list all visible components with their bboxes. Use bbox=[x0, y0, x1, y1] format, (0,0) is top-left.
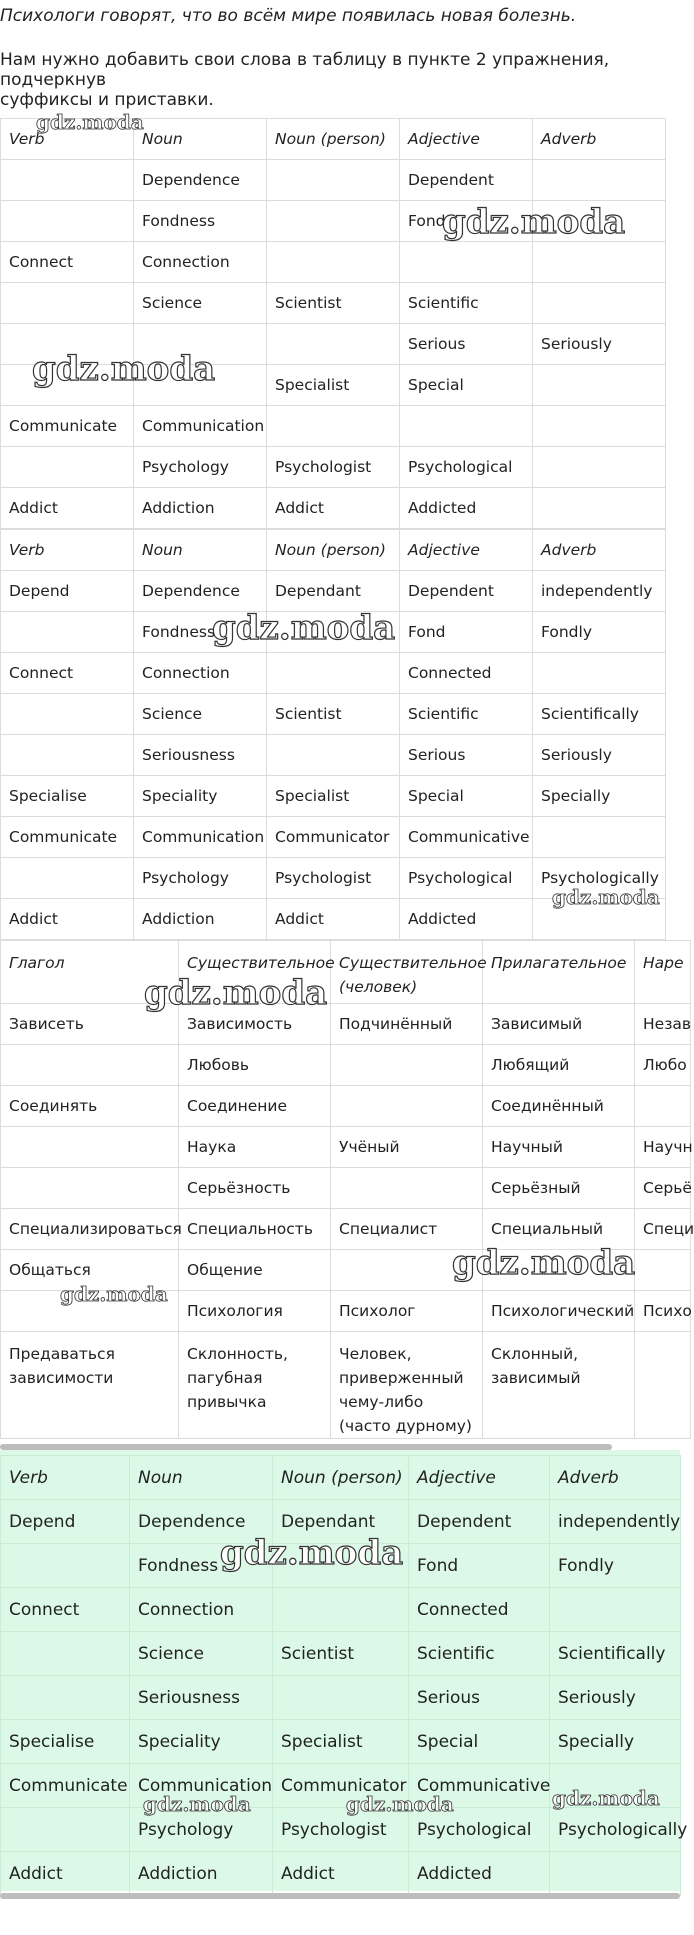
table-cell: Connected bbox=[409, 1588, 550, 1632]
table-cell: Communicative bbox=[400, 817, 533, 858]
column-header: Noun (person) bbox=[267, 530, 400, 571]
table-row bbox=[1, 1588, 681, 1632]
table-cell: Specially bbox=[550, 1720, 681, 1764]
table-cell: Соединять bbox=[1, 1086, 179, 1127]
table-cell: Addict bbox=[1, 488, 134, 529]
table-cell: Fondness bbox=[134, 201, 267, 242]
table-row bbox=[1, 201, 666, 242]
table-cell bbox=[331, 1250, 483, 1291]
table-cell: Speciality bbox=[130, 1720, 273, 1764]
header-row bbox=[1, 1456, 681, 1500]
table-cell: Science bbox=[130, 1632, 273, 1676]
table-cell: Общение bbox=[179, 1250, 331, 1291]
table-cell: Communication bbox=[134, 817, 267, 858]
watermark: gdz.moda bbox=[220, 1533, 404, 1573]
table-cell bbox=[1, 1168, 179, 1209]
table-cell: Connection bbox=[134, 242, 267, 283]
table-cell: Подчинённый bbox=[331, 1004, 483, 1045]
table-cell: Dependence bbox=[130, 1500, 273, 1544]
table-cell bbox=[533, 283, 666, 324]
column-header: Существительное bbox=[179, 941, 331, 1004]
table-cell: Dependant bbox=[267, 571, 400, 612]
column-header: Verb bbox=[1, 1456, 130, 1500]
table-cell bbox=[273, 1544, 409, 1588]
table-cell bbox=[1, 201, 134, 242]
table-cell: Специализироваться bbox=[1, 1209, 179, 1250]
column-header: Noun bbox=[134, 530, 267, 571]
intro-line-2: Нам нужно добавить свои слова в таблицу в пункте 2 упражнения, подчеркнув bbox=[0, 50, 610, 90]
table-cell: independently bbox=[533, 571, 666, 612]
table-cell: Учёный bbox=[331, 1127, 483, 1168]
table-cell: Fond bbox=[400, 201, 533, 242]
watermark: gdz.moda bbox=[36, 110, 144, 134]
watermark: gdz.moda bbox=[442, 202, 626, 242]
table-cell bbox=[1, 1676, 130, 1720]
table-cell: Science bbox=[134, 283, 267, 324]
column-header: Глагол bbox=[1, 941, 179, 1004]
table-cell: Specialist bbox=[267, 365, 400, 406]
table-cell: Serious bbox=[409, 1676, 550, 1720]
table-cell bbox=[273, 1676, 409, 1720]
column-header: Adverb bbox=[533, 530, 666, 571]
table-cell: Addiction bbox=[134, 899, 267, 940]
table-cell: Scientist bbox=[267, 283, 400, 324]
watermark: gdz.moda bbox=[144, 973, 328, 1013]
table-cell: Научный bbox=[483, 1127, 635, 1168]
translation-table bbox=[0, 940, 694, 1439]
table-cell: Scientifically bbox=[533, 694, 666, 735]
table-cell bbox=[533, 447, 666, 488]
table-cell: Communicate bbox=[1, 817, 134, 858]
table-cell bbox=[1, 447, 134, 488]
table-cell bbox=[1, 1632, 130, 1676]
table-row bbox=[1, 612, 666, 653]
table-row bbox=[1, 735, 666, 776]
table-cell bbox=[267, 201, 400, 242]
table-cell bbox=[533, 817, 666, 858]
watermark: gdz.moda bbox=[552, 885, 660, 909]
table-row bbox=[1, 899, 666, 940]
table-cell bbox=[400, 242, 533, 283]
table-cell: Психолог bbox=[331, 1291, 483, 1332]
table-cell bbox=[533, 242, 666, 283]
table-cell bbox=[273, 1588, 409, 1632]
table-cell: Communicative bbox=[409, 1764, 550, 1808]
table-row bbox=[1, 858, 666, 899]
table-cell: Fondness bbox=[130, 1544, 273, 1588]
table-cell: Seriously bbox=[533, 735, 666, 776]
table-cell: Склонный, зависимый bbox=[483, 1332, 635, 1439]
table-cell: Psychologist bbox=[267, 447, 400, 488]
table-cell bbox=[331, 1086, 483, 1127]
column-header: Noun (person) bbox=[273, 1456, 409, 1500]
table-cell: Любо bbox=[635, 1045, 691, 1086]
table-cell: Addiction bbox=[134, 488, 267, 529]
table-cell: Addicted bbox=[400, 488, 533, 529]
table-cell bbox=[1, 1127, 179, 1168]
table-cell: Serious bbox=[400, 735, 533, 776]
table-cell: Dependent bbox=[400, 160, 533, 201]
table-cell: Psychologically bbox=[550, 1808, 681, 1852]
intro-line-1: Психологи говорят, что во всём мире появилась новая болезнь. bbox=[0, 6, 577, 26]
table-cell: Communicator bbox=[273, 1764, 409, 1808]
table-row bbox=[1, 1086, 691, 1127]
table-cell bbox=[1, 1291, 179, 1332]
column-header: Существительное (человек) bbox=[331, 941, 483, 1004]
table-cell bbox=[483, 1250, 635, 1291]
column-header: Adverb bbox=[550, 1456, 681, 1500]
column-header: Noun bbox=[130, 1456, 273, 1500]
table-cell: Special bbox=[409, 1720, 550, 1764]
table-cell: Psychology bbox=[134, 447, 267, 488]
table-row bbox=[1, 1764, 681, 1808]
word-table-1 bbox=[0, 118, 666, 529]
table-cell bbox=[1, 735, 134, 776]
table-cell: Special bbox=[400, 776, 533, 817]
table-cell: Communicate bbox=[1, 1764, 130, 1808]
table-cell: Наука bbox=[179, 1127, 331, 1168]
watermark: gdz.moda bbox=[452, 1243, 636, 1283]
table-cell bbox=[635, 1250, 691, 1291]
table-cell bbox=[331, 1168, 483, 1209]
table-row bbox=[1, 1720, 681, 1764]
table-cell: Addicted bbox=[400, 899, 533, 940]
table-cell bbox=[1, 612, 134, 653]
table-row bbox=[1, 1332, 691, 1439]
table-row bbox=[1, 242, 666, 283]
table-cell: Specialise bbox=[1, 776, 134, 817]
table-cell: Seriously bbox=[533, 324, 666, 365]
table-row bbox=[1, 1500, 681, 1544]
table-row bbox=[1, 1004, 691, 1045]
table-cell: Любовь bbox=[179, 1045, 331, 1086]
table-cell bbox=[550, 1588, 681, 1632]
table-row bbox=[1, 776, 666, 817]
table-cell bbox=[533, 160, 666, 201]
table-cell: Special bbox=[400, 365, 533, 406]
table-cell: Connect bbox=[1, 653, 134, 694]
table-cell: Dependence bbox=[134, 571, 267, 612]
table-row bbox=[1, 160, 666, 201]
answer-table bbox=[0, 1455, 688, 1896]
watermark: gdz.moda bbox=[32, 349, 216, 389]
table-cell: Dependence bbox=[134, 160, 267, 201]
table-cell: Dependent bbox=[400, 571, 533, 612]
table-cell: Specialist bbox=[273, 1720, 409, 1764]
table-cell: Addict bbox=[1, 1852, 130, 1896]
table-cell: Специальный bbox=[483, 1209, 635, 1250]
table-cell: Communication bbox=[130, 1764, 273, 1808]
table-cell: Любящий bbox=[483, 1045, 635, 1086]
table-row bbox=[1, 283, 666, 324]
table-cell bbox=[267, 653, 400, 694]
table-cell: Склонность, пагубная привычка bbox=[179, 1332, 331, 1439]
table-cell: Depend bbox=[1, 1500, 130, 1544]
table-cell: Научн bbox=[635, 1127, 691, 1168]
table-cell: Scientist bbox=[267, 694, 400, 735]
table-row bbox=[1, 571, 666, 612]
table-cell: Seriously bbox=[550, 1676, 681, 1720]
column-header: Verb bbox=[1, 119, 134, 160]
table-cell bbox=[1, 858, 134, 899]
table-cell bbox=[1, 1544, 130, 1588]
header-row bbox=[1, 941, 691, 1004]
table-cell bbox=[1, 283, 134, 324]
table-cell: Scientific bbox=[400, 694, 533, 735]
table-row bbox=[1, 1852, 681, 1896]
table-cell bbox=[533, 365, 666, 406]
table-row bbox=[1, 817, 666, 858]
table-cell bbox=[533, 488, 666, 529]
table-cell bbox=[267, 406, 400, 447]
table-cell bbox=[400, 406, 533, 447]
table-cell: Специ bbox=[635, 1209, 691, 1250]
table-cell bbox=[533, 899, 666, 940]
table-cell: Специалист bbox=[331, 1209, 483, 1250]
table-cell: Specially bbox=[533, 776, 666, 817]
table-cell bbox=[533, 653, 666, 694]
table-cell: Seriousness bbox=[134, 735, 267, 776]
table-cell: Scientific bbox=[400, 283, 533, 324]
word-table-2 bbox=[0, 529, 666, 940]
table-cell: Fond bbox=[400, 612, 533, 653]
table-cell: Communicate bbox=[1, 406, 134, 447]
table-cell: Серьё bbox=[635, 1168, 691, 1209]
table-cell: Serious bbox=[400, 324, 533, 365]
table-cell: Psychology bbox=[134, 858, 267, 899]
table-cell: Addict bbox=[267, 488, 400, 529]
table-cell: Connection bbox=[130, 1588, 273, 1632]
table-cell bbox=[1, 694, 134, 735]
table-row bbox=[1, 365, 666, 406]
table-row bbox=[1, 447, 666, 488]
table-cell bbox=[267, 160, 400, 201]
table-cell: Fondly bbox=[550, 1544, 681, 1588]
table-cell: Connected bbox=[400, 653, 533, 694]
table-cell: Scientifically bbox=[550, 1632, 681, 1676]
table-row bbox=[1, 653, 666, 694]
table-cell: Addict bbox=[267, 899, 400, 940]
table-cell: Dependant bbox=[273, 1500, 409, 1544]
table-cell: Dependent bbox=[409, 1500, 550, 1544]
table-cell: Connect bbox=[1, 242, 134, 283]
table-row bbox=[1, 1291, 691, 1332]
table-cell: Специальность bbox=[179, 1209, 331, 1250]
column-header: Verb bbox=[1, 530, 134, 571]
table-cell bbox=[1, 324, 134, 365]
table-cell: Psychology bbox=[130, 1808, 273, 1852]
table-cell bbox=[267, 324, 400, 365]
table-cell: Fond bbox=[409, 1544, 550, 1588]
table-cell bbox=[533, 406, 666, 447]
column-header: Adjective bbox=[409, 1456, 550, 1500]
table-cell: Серьёзность bbox=[179, 1168, 331, 1209]
table-cell: Зависеть bbox=[1, 1004, 179, 1045]
table-row bbox=[1, 1209, 691, 1250]
table-cell bbox=[1, 160, 134, 201]
header-row bbox=[1, 530, 666, 571]
column-header: Наре bbox=[635, 941, 691, 1004]
table-cell: Психологический bbox=[483, 1291, 635, 1332]
table-cell bbox=[267, 735, 400, 776]
column-header: Adverb bbox=[533, 119, 666, 160]
table-cell: Connection bbox=[134, 653, 267, 694]
table-cell bbox=[267, 612, 400, 653]
table-cell bbox=[134, 365, 267, 406]
watermark: gdz.moda bbox=[143, 1792, 251, 1816]
table-cell: Scientist bbox=[273, 1632, 409, 1676]
table-cell: Психо bbox=[635, 1291, 691, 1332]
table-cell: Psychologically bbox=[533, 858, 666, 899]
table-cell bbox=[331, 1045, 483, 1086]
answer-scrollbar[interactable] bbox=[0, 1893, 680, 1899]
table-cell bbox=[267, 242, 400, 283]
watermark: gdz.moda bbox=[552, 1786, 660, 1810]
table-cell bbox=[550, 1764, 681, 1808]
table-row bbox=[1, 406, 666, 447]
table-cell: Psychological bbox=[409, 1808, 550, 1852]
table-cell bbox=[635, 1086, 691, 1127]
table-cell: Connect bbox=[1, 1588, 130, 1632]
watermark: gdz.moda bbox=[60, 1282, 168, 1306]
table-cell: Depend bbox=[1, 571, 134, 612]
table-cell: Человек, приверженный чему-либо (часто дурному) bbox=[331, 1332, 483, 1439]
table-cell: Addiction bbox=[130, 1852, 273, 1896]
table-cell: Communication bbox=[134, 406, 267, 447]
table-cell: Зависимый bbox=[483, 1004, 635, 1045]
table-cell: Соединённый bbox=[483, 1086, 635, 1127]
column-header: Noun (person) bbox=[267, 119, 400, 160]
column-header: Прилагательное bbox=[483, 941, 635, 1004]
table-cell bbox=[1, 365, 134, 406]
table-row bbox=[1, 1808, 681, 1852]
column-header: Noun bbox=[134, 119, 267, 160]
table-row bbox=[1, 1250, 691, 1291]
table-cell bbox=[635, 1332, 691, 1439]
table-cell: Speciality bbox=[134, 776, 267, 817]
table-cell bbox=[134, 324, 267, 365]
table-cell: Психология bbox=[179, 1291, 331, 1332]
table-cell: Psychologist bbox=[267, 858, 400, 899]
table-cell: Серьёзный bbox=[483, 1168, 635, 1209]
table-cell: Соединение bbox=[179, 1086, 331, 1127]
table-cell: Seriousness bbox=[130, 1676, 273, 1720]
table-cell: Communicator bbox=[267, 817, 400, 858]
table-cell bbox=[1, 1045, 179, 1086]
column-header: Adjective bbox=[400, 119, 533, 160]
table-row bbox=[1, 694, 666, 735]
table-cell bbox=[550, 1852, 681, 1896]
table-cell: Science bbox=[134, 694, 267, 735]
intro-line-3: суффиксы и приставки. bbox=[0, 90, 214, 110]
table-cell: Psychological bbox=[400, 447, 533, 488]
header-row bbox=[1, 119, 666, 160]
table-cell: Зависимость bbox=[179, 1004, 331, 1045]
table-cell: Scientific bbox=[409, 1632, 550, 1676]
table-cell: Незав bbox=[635, 1004, 691, 1045]
table-cell: Fondly bbox=[533, 612, 666, 653]
table-cell: Specialise bbox=[1, 1720, 130, 1764]
table-row bbox=[1, 488, 666, 529]
table-cell: Fondness bbox=[134, 612, 267, 653]
column-header: Adjective bbox=[400, 530, 533, 571]
table-cell: Общаться bbox=[1, 1250, 179, 1291]
watermark: gdz.moda bbox=[346, 1792, 454, 1816]
table-cell: independently bbox=[550, 1500, 681, 1544]
table-row bbox=[1, 1168, 691, 1209]
table-cell: Psychologist bbox=[273, 1808, 409, 1852]
table-row bbox=[1, 1632, 681, 1676]
table-cell: Addict bbox=[1, 899, 134, 940]
table-cell bbox=[533, 201, 666, 242]
table-cell: Addict bbox=[273, 1852, 409, 1896]
table-row bbox=[1, 1676, 681, 1720]
table-cell: Psychological bbox=[400, 858, 533, 899]
table-cell: Specialist bbox=[267, 776, 400, 817]
table-cell: Addicted bbox=[409, 1852, 550, 1896]
watermark: gdz.moda bbox=[212, 608, 396, 648]
table-row bbox=[1, 1544, 681, 1588]
table-cell: Предаваться зависимости bbox=[1, 1332, 179, 1439]
table-cell bbox=[1, 1808, 130, 1852]
table-row bbox=[1, 1045, 691, 1086]
table-row bbox=[1, 1127, 691, 1168]
table-row bbox=[1, 324, 666, 365]
